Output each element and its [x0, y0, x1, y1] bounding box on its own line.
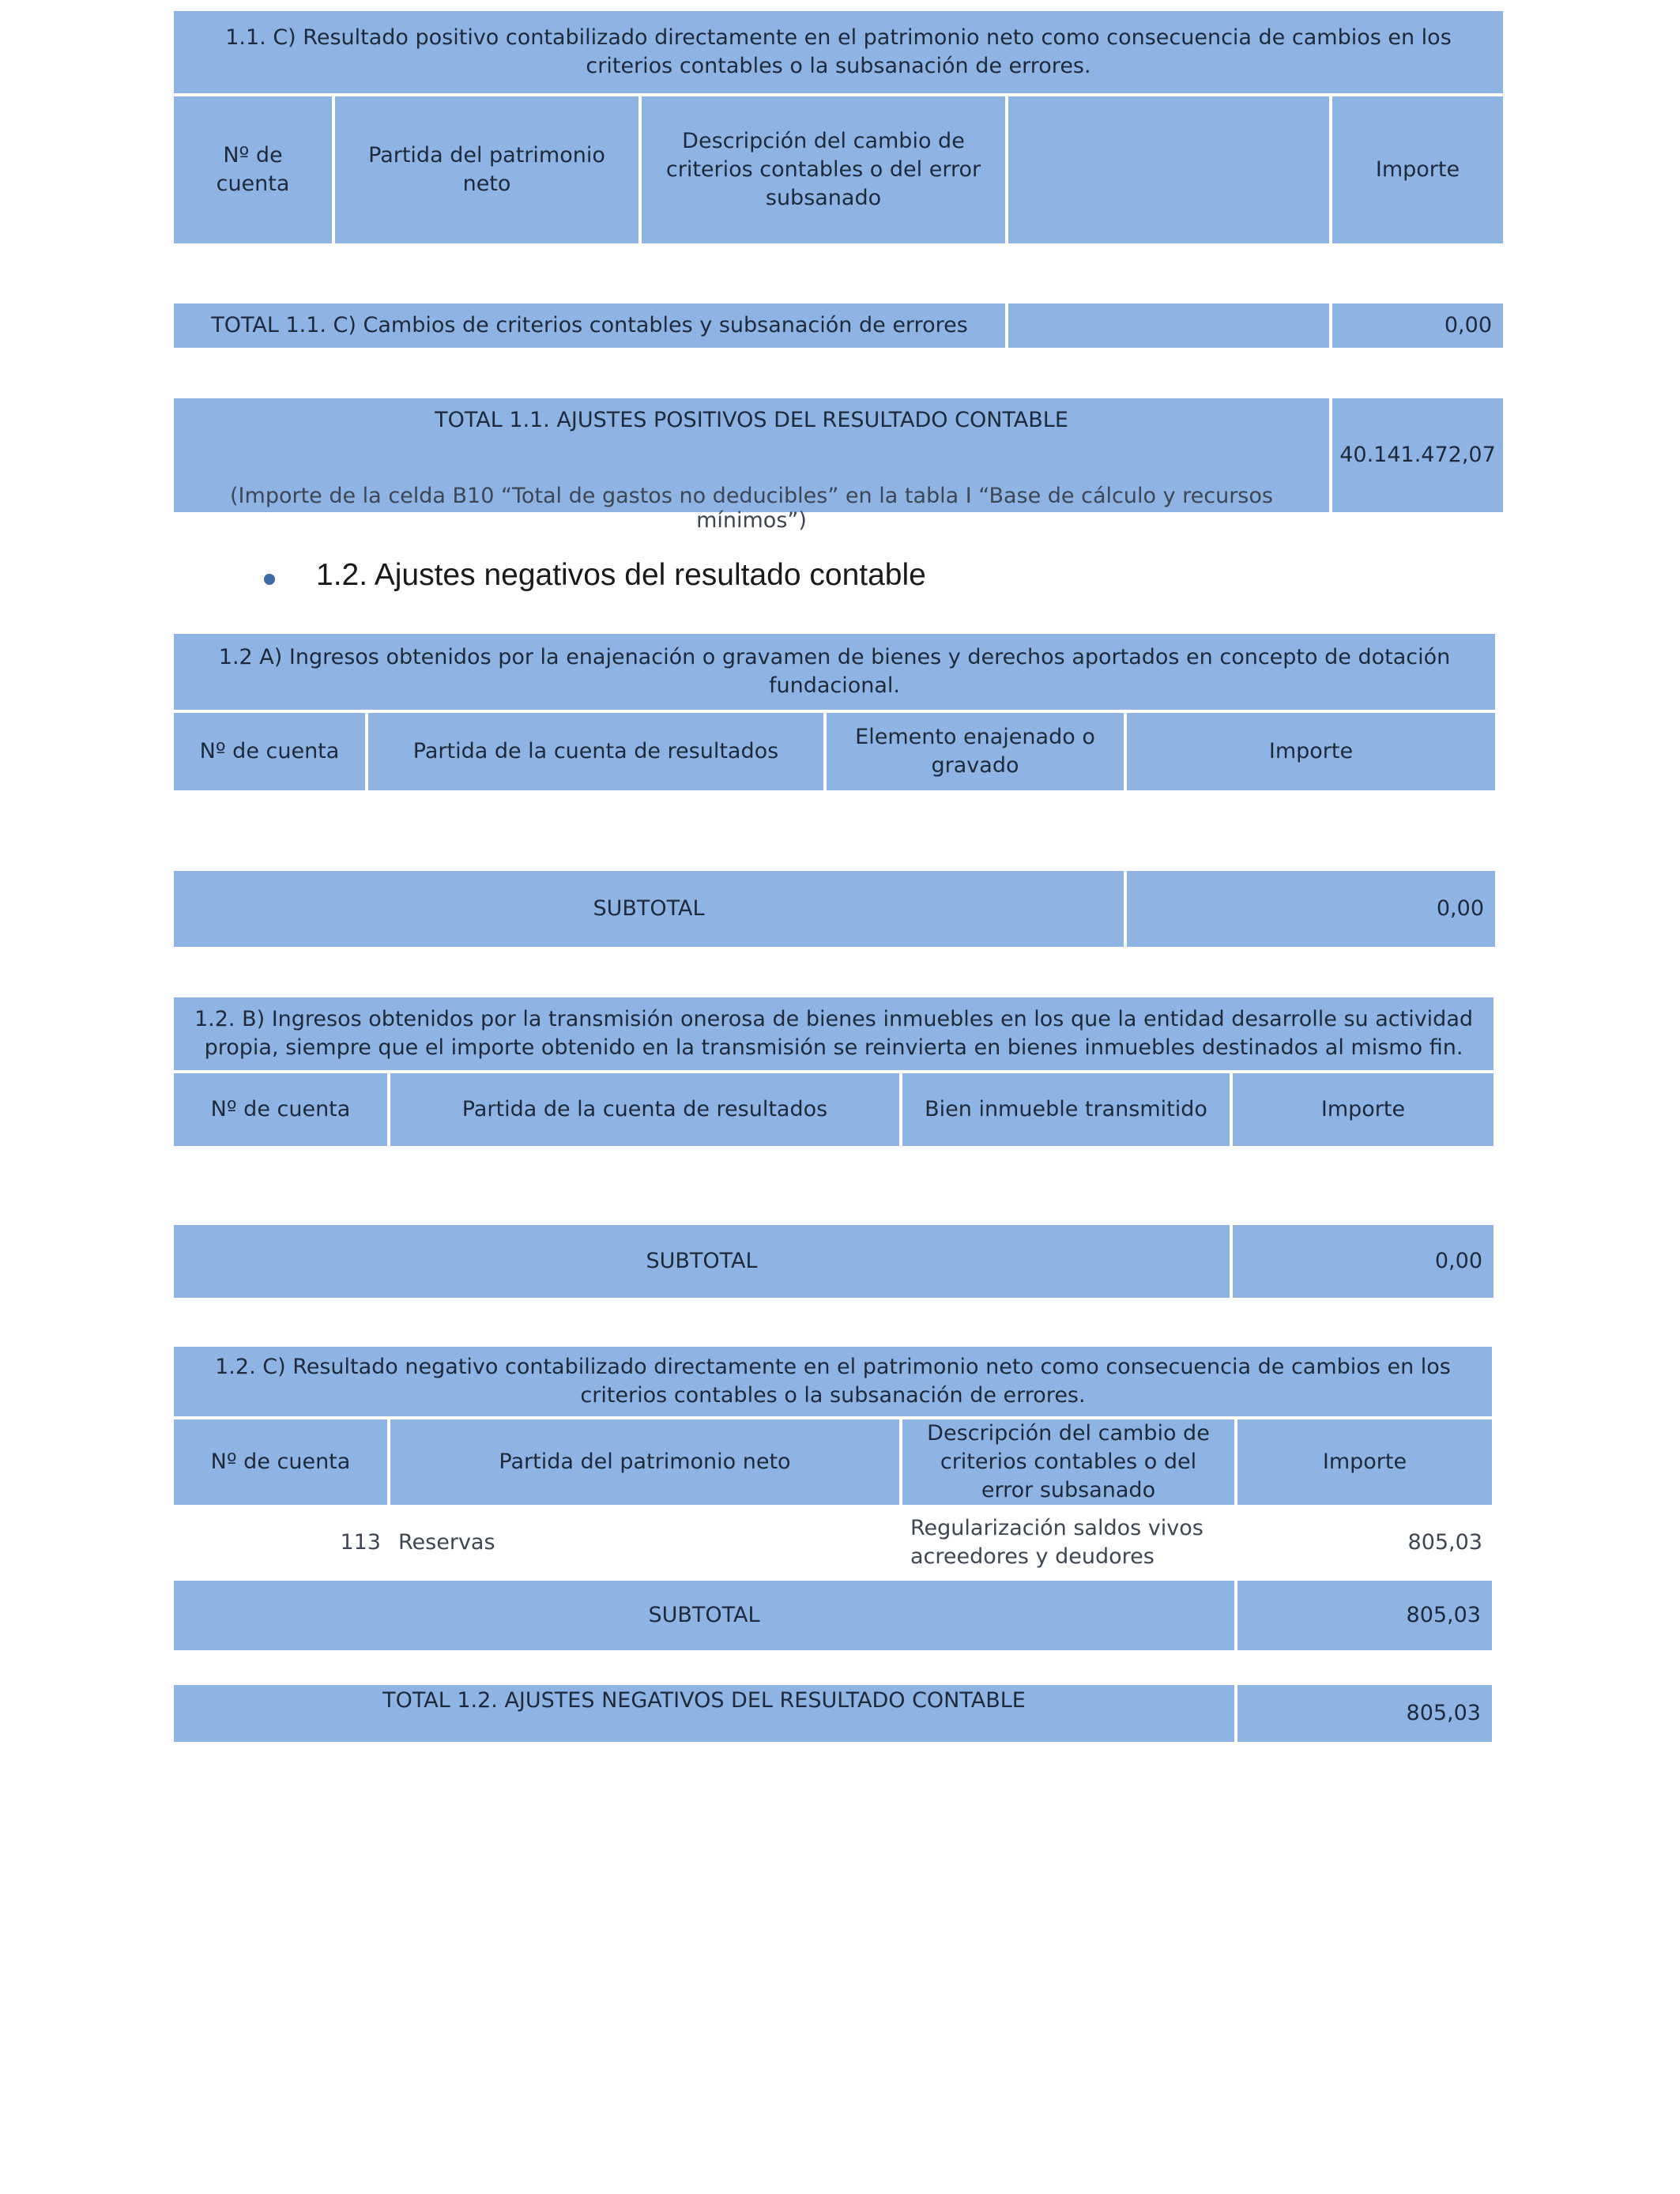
- header-partida: Partida de la cuenta de resultados: [390, 1073, 899, 1146]
- bullet-icon: [264, 574, 275, 585]
- total-1-1-c-blank: [1008, 303, 1329, 348]
- total-1-2-label: TOTAL 1.2. AJUSTES NEGATIVOS DEL RESULTADO CONTABLE: [174, 1685, 1234, 1742]
- row-partida: Reservas: [398, 1530, 495, 1555]
- row-importe: 805,03: [1407, 1530, 1482, 1555]
- section-1-2-c-title: 1.2. C) Resultado negativo contabilizado directamente en el patrimonio neto como consecuencia de cambios en los criterios contables o la subsanación de errores.: [174, 1347, 1492, 1416]
- section-1-2-b-title: 1.2. B) Ingresos obtenidos por la transmisión onerosa de bienes inmuebles en los que la entidad desarrolle su actividad propia, siempre que el importe obtenido en la transmisión se reinvierta en bienes inmuebles destinados al mismo fin.: [174, 997, 1494, 1070]
- total-1-1-c-label: TOTAL 1.1. C) Cambios de criterios contables y subsanación de errores: [174, 303, 1005, 348]
- section-1-1-c-title: 1.1. C) Resultado positivo contabilizado directamente en el patrimonio neto como consecuencia de cambios en los criterios contables o la subsanación de errores.: [174, 11, 1503, 93]
- subtotal-1-2-a-label: SUBTOTAL: [174, 871, 1124, 947]
- header-elemento: Elemento enajenado o gravado: [827, 713, 1124, 790]
- header-blank: [1008, 96, 1329, 243]
- subtotal-1-2-c-value: 805,03: [1237, 1581, 1492, 1650]
- header-descripcion: Descripción del cambio de criterios contables o del error subsanado: [642, 96, 1005, 243]
- header-importe: Importe: [1332, 96, 1503, 243]
- header-partida: Partida del patrimonio neto: [335, 96, 638, 243]
- total-1-1-label: TOTAL 1.1. AJUSTES POSITIVOS DEL RESULTADO CONTABLE: [435, 408, 1068, 432]
- subtotal-1-2-b-label: SUBTOTAL: [174, 1225, 1230, 1298]
- total-1-1-value: 40.141.472,07: [1332, 398, 1503, 512]
- header-cuenta: Nº de cuenta: [174, 96, 332, 243]
- total-1-2-value: 805,03: [1237, 1685, 1492, 1742]
- subtotal-1-2-b-value: 0,00: [1233, 1225, 1494, 1298]
- header-descripcion: Descripción del cambio de criterios contables o del error subsanado: [902, 1419, 1234, 1505]
- total-1-1-c-value: 0,00: [1332, 303, 1503, 348]
- section-1-2-heading: 1.2. Ajustes negativos del resultado contable: [316, 558, 926, 592]
- header-cuenta: Nº de cuenta: [174, 1419, 387, 1505]
- header-importe: Importe: [1237, 1419, 1492, 1505]
- header-partida: Partida de la cuenta de resultados: [368, 713, 823, 790]
- subtotal-1-2-a-value: 0,00: [1127, 871, 1495, 947]
- section-1-2-a-title: 1.2 A) Ingresos obtenidos por la enajenación o gravamen de bienes y derechos aportados en concepto de dotación fundacional.: [174, 634, 1495, 710]
- header-importe: Importe: [1127, 713, 1495, 790]
- row-cuenta: 113: [340, 1530, 381, 1555]
- header-cuenta: Nº de cuenta: [174, 713, 365, 790]
- header-partida: Partida del patrimonio neto: [390, 1419, 899, 1505]
- row-descripcion: Regularización saldos vivos acreedores y deudores: [910, 1516, 1203, 1569]
- header-importe: Importe: [1233, 1073, 1494, 1146]
- header-bien: Bien inmueble transmitido: [902, 1073, 1230, 1146]
- subtotal-1-2-c-label: SUBTOTAL: [174, 1581, 1234, 1650]
- header-cuenta: Nº de cuenta: [174, 1073, 387, 1146]
- total-1-1-note: (Importe de la celda B10 “Total de gastos no deducibles” en la tabla I “Base de cálculo y recursos mínimos”): [230, 484, 1273, 533]
